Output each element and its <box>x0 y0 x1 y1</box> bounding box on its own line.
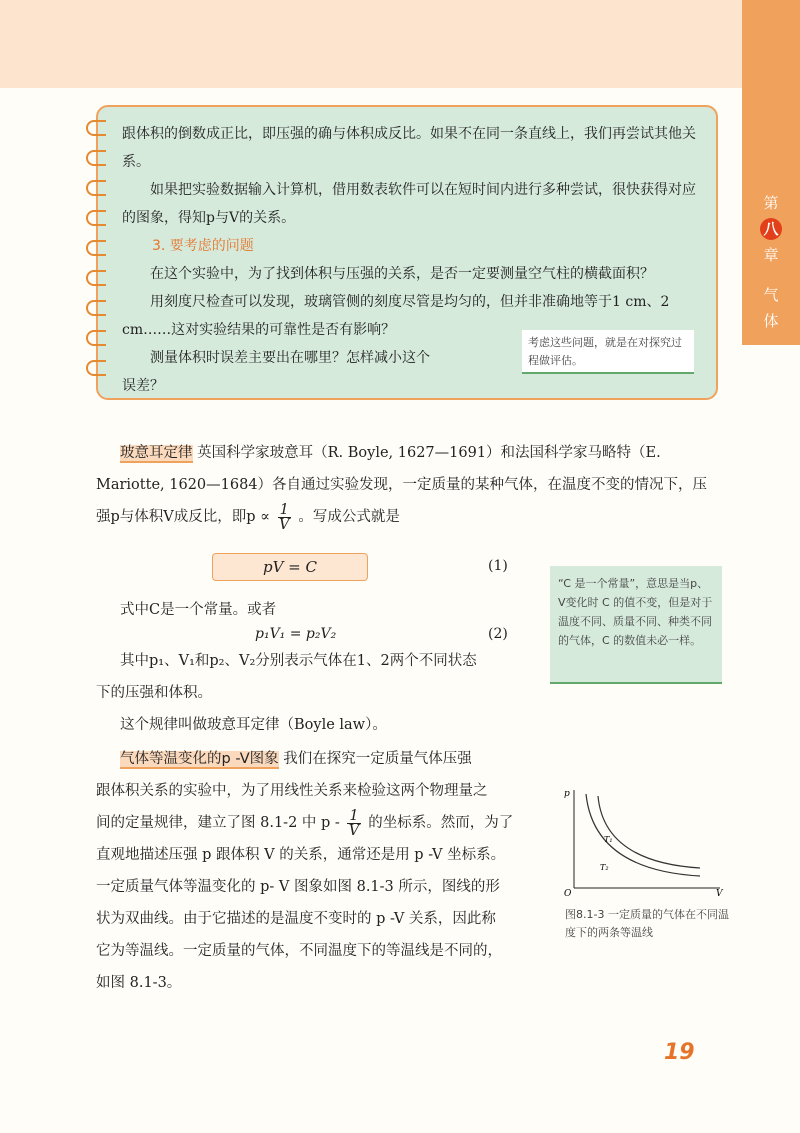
spiral-rings <box>86 120 108 400</box>
ring-icon <box>86 240 106 256</box>
chapter-number: 八 <box>760 218 782 240</box>
formula-box: pV = C <box>212 553 368 581</box>
ring-icon <box>86 210 106 226</box>
equation-explanation: 其中p₁、V₁和p₂、V₂分别表示气体在1、2两个不同状态 下的压强和体积。 这个规律叫做玻意耳定律（Boyle law）。 <box>96 653 477 733</box>
nb-paragraph: 跟体积的倒数成正比，即压强的确与体积成反比。如果不在同一条直线上，我们再尝试其他关系。 <box>122 126 696 170</box>
axis-label-p: p <box>564 789 570 799</box>
equation-text: 式中C是一个常量。或者 <box>120 602 277 618</box>
chapter-suffix: 章 <box>763 246 779 264</box>
page-number: 19 <box>664 1040 695 1065</box>
term-highlight: 气体等温变化的p -V图象 <box>120 751 279 767</box>
figure-caption: 图8.1-3 一定质量的气体在不同温度下的两条等温线 <box>565 908 729 939</box>
nb-paragraph: 如果把实验数据输入计算机，借用数表软件可以在短时间内进行多种尝试，很快获得对应的图象，得知p与V的关系。 <box>122 182 696 226</box>
chapter-title: 气 体 <box>763 286 779 330</box>
axis-label-v: V <box>716 889 723 896</box>
equation-number: (2) <box>488 626 508 642</box>
equation-2: p₁V₁ = p₂V₂ <box>255 626 337 642</box>
fraction: $\frac{1}{V}$ <box>348 807 360 839</box>
nb-paragraph: 测量体积时误差主要出在哪里？怎样减小这个 <box>150 350 430 366</box>
term-highlight: 玻意耳定律 <box>120 445 193 461</box>
ring-icon <box>86 300 106 316</box>
nb-paragraph: 在这个实验中，为了找到体积与压强的关系，是否一定要测量空气柱的横截面积？ <box>150 266 654 282</box>
header-band <box>0 0 742 88</box>
ring-icon <box>86 120 106 136</box>
side-note: “C 是一个常量”，意思是当p、V变化时 C 的值不变，但是对于温度不同、质量不同、种类不同的气体，C 的数值未必一样。 <box>550 566 722 684</box>
curve-label-t1: T₁ <box>604 835 613 844</box>
nb-paragraph: 用刻度尺检查可以发现，玻璃管侧的刻度尽管是均匀的，但并非准确地等于1 cm、2 cm……这对实验结果的可靠性是否有影响？ <box>122 294 670 338</box>
ring-icon <box>86 330 106 346</box>
origin-label: O <box>564 889 572 896</box>
chapter-prefix: 第 <box>763 194 779 212</box>
ring-icon <box>86 150 106 166</box>
notebook-margin-note: 考虑这些问题，就是在对探究过程做评估。 <box>522 330 694 374</box>
curve-label-t2: T₂ <box>600 863 609 872</box>
equation-number: (1) <box>488 558 508 574</box>
chapter-label <box>742 192 800 334</box>
boyle-section: 玻意耳定律 英国科学家玻意耳（R. Boyle, 1627—1691）和法国科学家马略特（E. Mariotte, 1620—1684）各自通过实验发现，一定质量的某种气体，在温度不变的情况下，压 强p与体积V成反比，即p ∝ $\frac{1}{V}$ 。写成公式就是 <box>96 445 708 533</box>
nb-paragraph: 误差？ <box>122 378 164 394</box>
fraction: $\frac{1}{V}$ <box>278 501 290 533</box>
isotherm-figure <box>560 784 730 896</box>
pv-section: 气体等温变化的p -V图象 我们在探究一定质量气体压强 跟体积关系的实验中，为了用线性关系来检验这两个物理量之 间的定量规律，建立了图 8.1-2 中 p - $\frac{1}{V}$ 的坐标系。然而，为了 直观地描述压强 p 跟体积 V 的关系，通常还是用 p -V 坐标系。 一定质量气体等温变化的 p- V 图象如图 8.1-3 所示，图线的形 状为双曲线。由于它描述的是温度不变时的 p -V 关系，因此称 它为等温线。一定质量的气体，不同温度下的等温线是不同的， 如图 8.1-3。 <box>96 751 514 991</box>
isotherm-t2 <box>598 796 700 868</box>
ring-icon <box>86 180 106 196</box>
ring-icon <box>86 270 106 286</box>
ring-icon <box>86 360 106 376</box>
nb-heading: 3. 要考虑的问题 <box>152 238 254 254</box>
